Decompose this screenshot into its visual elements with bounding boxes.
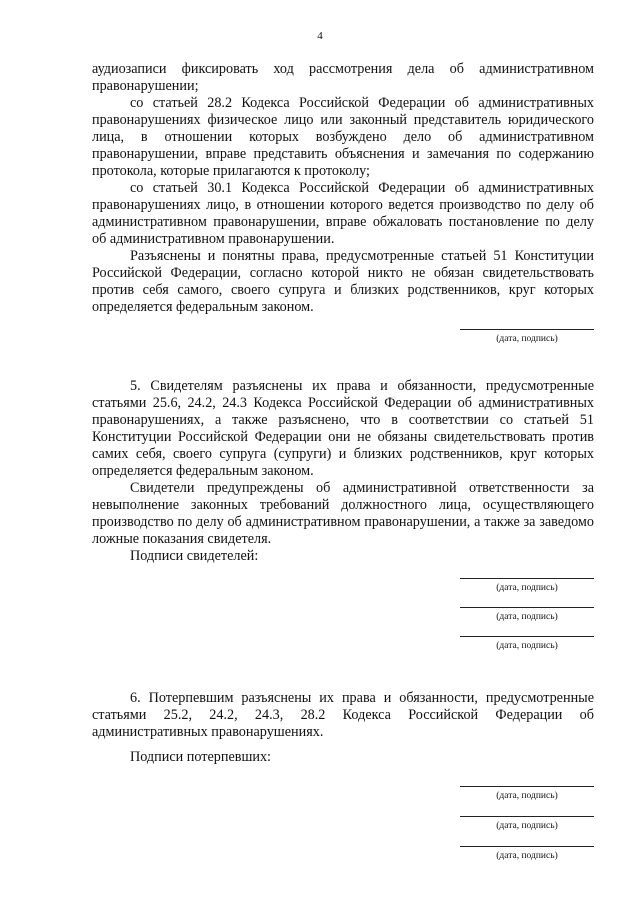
signature-block-witness-2 xyxy=(92,607,594,636)
signature-block-victim-3 xyxy=(92,846,594,876)
page-number: 4 xyxy=(317,30,323,42)
paragraph-victims-rights: 6. Потерпевшим разъяснены их права и обязанности, предусмотренные статьями 25.2, 24.2, 24.3, 28.2 Кодекса Российской Федерации об административных правонарушениях. xyxy=(92,690,594,740)
victims-signatures-label: Подписи потерпевших: xyxy=(130,749,272,765)
signature-block-victim-1 xyxy=(92,786,594,816)
signature-line[interactable] xyxy=(460,329,594,330)
signature-line[interactable] xyxy=(460,607,594,608)
signature-block-person xyxy=(92,329,594,357)
witnesses-signatures-label: Подписи свидетелей: xyxy=(130,548,259,564)
signature-line[interactable] xyxy=(460,786,594,787)
signature-caption: (дата, подпись) xyxy=(496,851,558,861)
paragraph-recording-continuation: аудиозаписи фиксировать ход рассмотрения дела об административном правонарушении; xyxy=(92,61,594,94)
signature-line[interactable] xyxy=(460,816,594,817)
paragraph-article-30-1: со статьей 30.1 Кодекса Российской Федерации об административных правонарушениях лицо, в отношении которого ведется производство по делу об административном правонарушении, вправе обжаловать постановление по делу об административном правонарушении. xyxy=(92,180,594,247)
signature-caption: (дата, подпись) xyxy=(496,641,558,651)
signature-caption: (дата, подпись) xyxy=(496,583,558,593)
signature-line[interactable] xyxy=(460,578,594,579)
signature-block-victim-2 xyxy=(92,816,594,846)
paragraph-constitution-article-51: Разъяснены и понятны права, предусмотренные статьей 51 Конституции Российской Федерации, согласно которой никто не обязан свидетельствовать против себя самого, своего супруга и близких родственников, круг которых определяется федеральным законом. xyxy=(92,248,594,315)
paragraph-article-28-2: со статьей 28.2 Кодекса Российской Федерации об административных правонарушениях физическое лицо или законный представитель юридического лица, в отношении которых возбуждено дело об административном правонарушении, вправе представить объяснения и замечания по содержанию протокола, которые прилагаются к протоколу; xyxy=(92,95,594,179)
signature-caption: (дата, подпись) xyxy=(496,334,558,344)
signature-line[interactable] xyxy=(460,636,594,637)
signature-block-witness-1 xyxy=(92,578,594,607)
signature-block-witness-3 xyxy=(92,636,594,665)
paragraph-witnesses-warning: Свидетели предупреждены об административной ответственности за невыполнение законных требований должностного лица, осуществляющего производство по делу об административном правонарушении, а также за заведомо ложные показания свидетеля. xyxy=(92,480,594,547)
paragraph-witnesses-rights: 5. Свидетелям разъяснены их права и обязанности, предусмотренные статьями 25.6, 24.2, 24.3 Кодекса Российской Федерации об административных правонарушениях, а также разъяснено, что в соответствии со статьей 51 Конституции Российской Федерации они не обязаны свидетельствовать против самих себя, своего супруга (супруги) и близких родственников, круг которых определяется федеральным законом. xyxy=(92,378,594,479)
signature-caption: (дата, подпись) xyxy=(496,612,558,622)
signature-line[interactable] xyxy=(460,846,594,847)
signature-caption: (дата, подпись) xyxy=(496,821,558,831)
document-body xyxy=(92,61,594,876)
signature-caption: (дата, подпись) xyxy=(496,791,558,801)
